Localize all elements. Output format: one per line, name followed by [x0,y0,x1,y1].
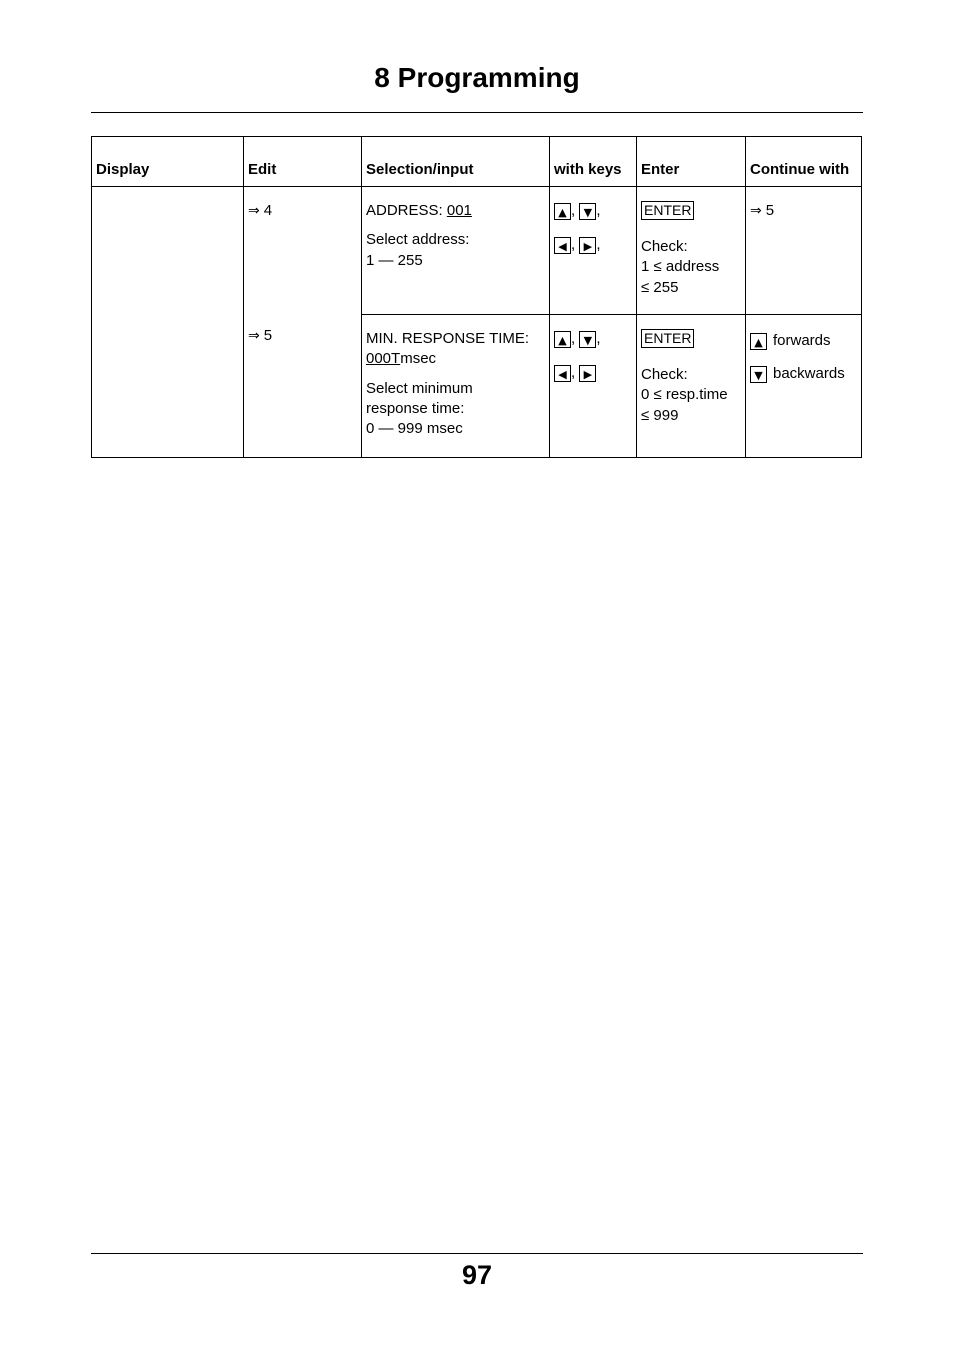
check-label: Check: [641,238,688,255]
edit-cell [244,187,362,458]
selection-unit: msec [400,350,437,368]
header-selection: Selection/input [362,137,550,187]
up-key-icon: ▲ [554,331,571,348]
left-key-icon: ◀ [554,365,571,382]
continue-cell [746,187,862,315]
selection-note: Select minimum [366,379,473,397]
check-line: 1 ≤ address [641,258,720,276]
header-continue: Continue with [746,137,862,187]
right-key-icon: ▶ [579,365,596,382]
keys-cell: ▲ , ▼ , ◀ , ▶ , [550,187,637,315]
selection-note: Select address: [366,231,470,249]
enter-cell [637,315,746,458]
selection-cell [362,187,550,315]
selection-value: 001 [446,202,472,219]
down-key-icon: ▼ [579,203,596,220]
table-row [92,187,862,315]
header-edit: Edit [244,137,362,187]
selection-range: 1 — 255 [366,251,423,269]
keys-cell: ▲ , ▼ , ◀ , ▶ [550,315,637,458]
edit-item [248,326,357,451]
check-line: ≤ 255 [641,278,679,296]
header-keys: with keys [550,137,637,187]
page-title: 8 Programming [374,62,580,93]
down-key-icon: ▼ [750,366,767,383]
continue-target: 5 [765,202,775,219]
check-label: Check: [641,366,688,384]
left-key-icon: ◀ [554,237,571,254]
selection-label: MIN. RESPONSE TIME: [366,330,530,348]
enter-key-icon: ENTER [641,329,694,348]
footer-rule [91,1253,863,1254]
continue-cell [746,315,862,458]
enter-key-icon: ENTER [641,201,694,220]
edit-target: 5 [263,327,273,344]
right-double-arrow-icon: ⇒ [248,203,260,219]
check-line: ≤ 999 [641,406,679,424]
right-key-icon: ▶ [579,237,596,254]
selection-label: ADDRESS: [366,202,443,219]
selection-note: response time: [366,399,465,417]
page-number: 97 [461,1260,493,1290]
right-double-arrow-icon: ⇒ [750,203,762,219]
down-key-icon: ▼ [579,331,596,348]
edit-item [248,201,357,326]
selection-cell [362,315,550,458]
edit-target: 4 [263,202,273,219]
up-key-icon: ▲ [750,333,767,350]
header-display: Display [92,137,244,187]
selection-value: 000T [366,350,401,368]
header-rule [91,112,863,113]
programming-table [91,136,862,458]
continue-forwards: forwards [773,332,831,350]
continue-backwards: backwards [773,365,845,383]
header-enter: Enter [637,137,746,187]
selection-range: 0 — 999 msec [366,420,463,438]
table-header-row [92,137,862,187]
enter-cell [637,187,746,315]
check-line: 0 ≤ resp.time [641,386,728,404]
right-double-arrow-icon: ⇒ [248,328,260,344]
up-key-icon: ▲ [554,203,571,220]
display-cell [92,187,244,458]
